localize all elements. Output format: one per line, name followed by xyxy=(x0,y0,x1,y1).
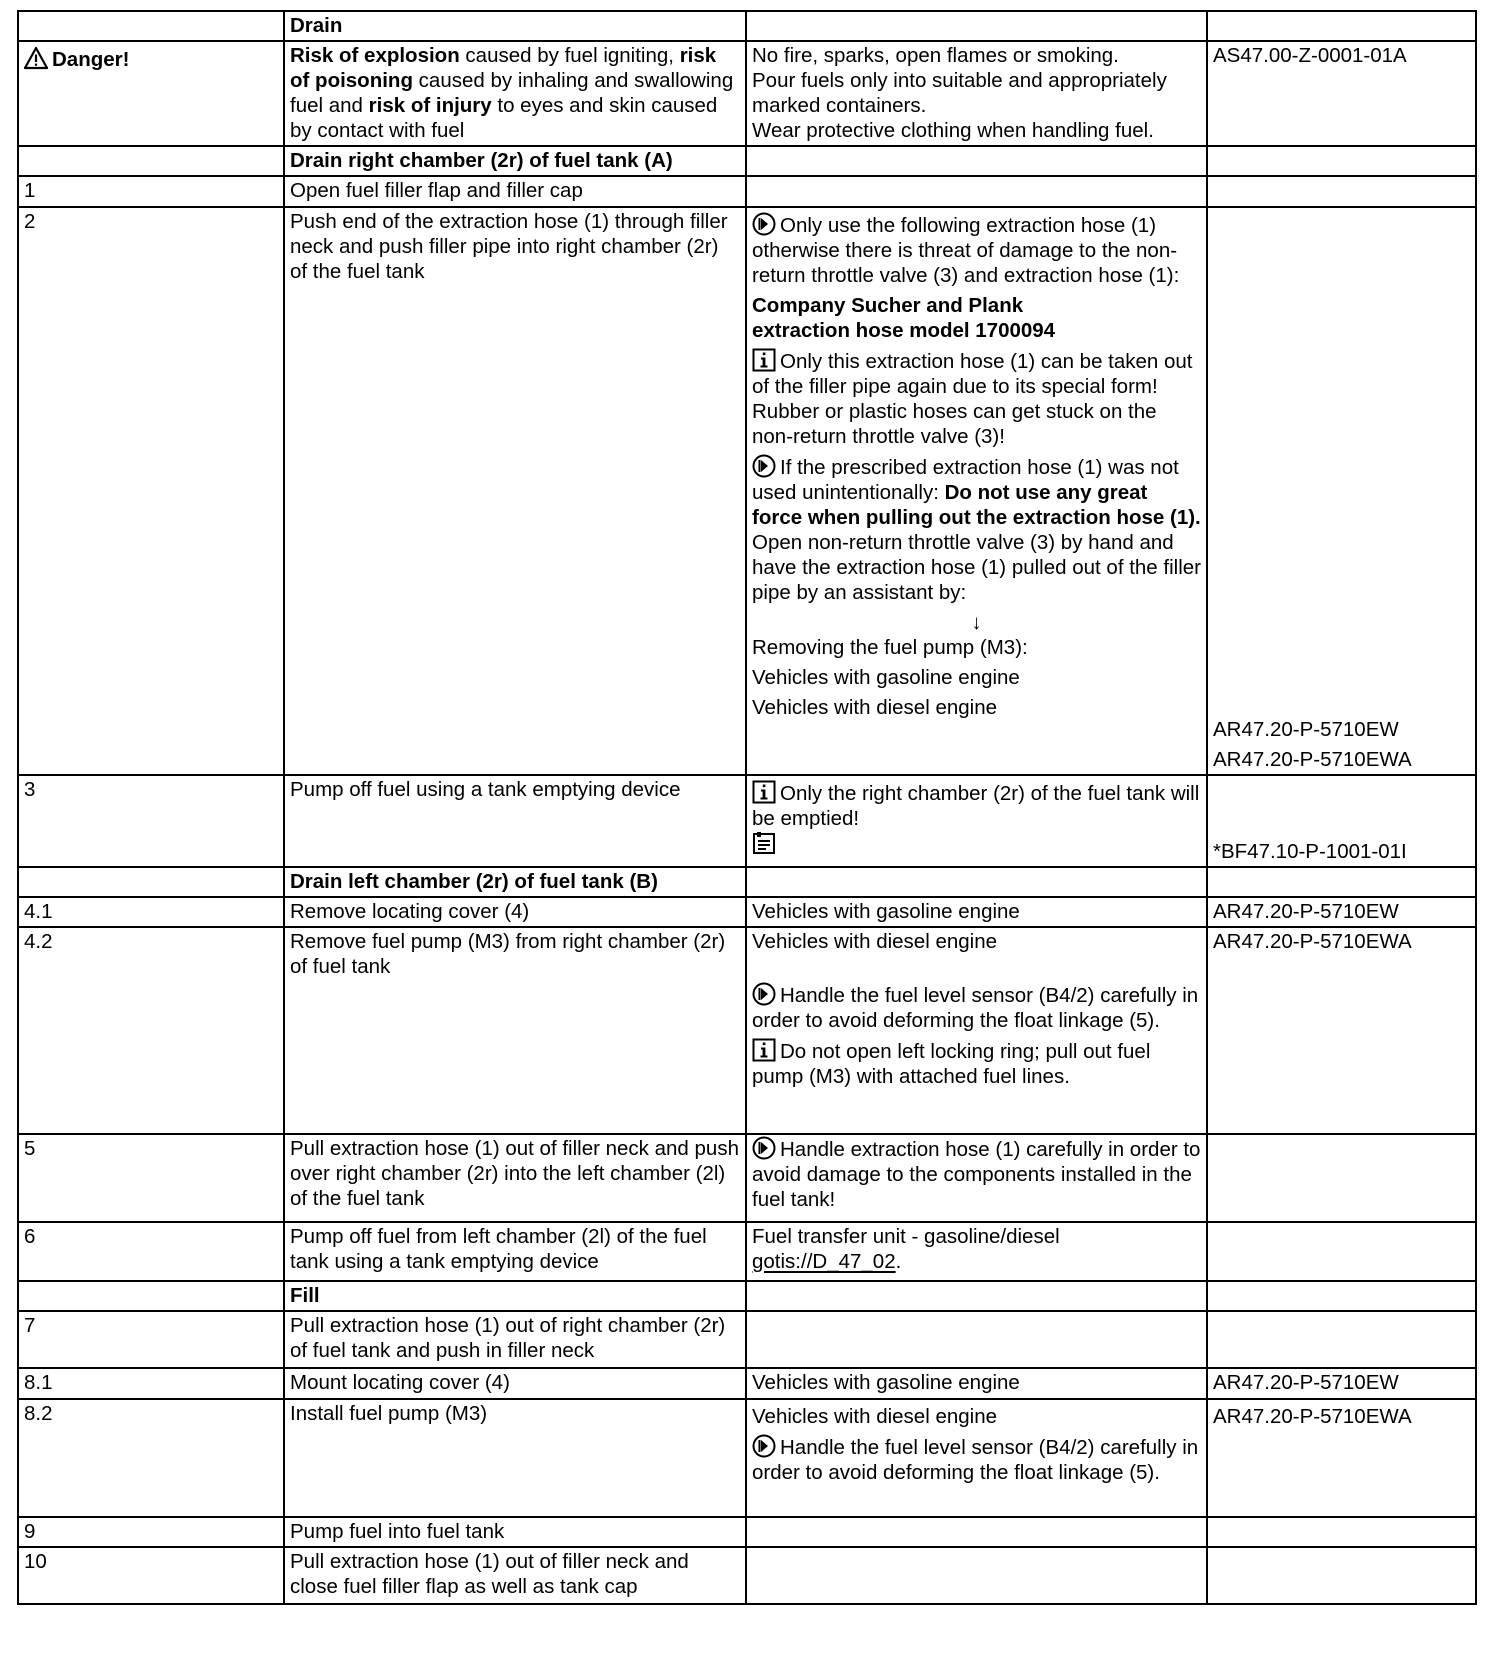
step-notes: Fuel transfer unit - gasoline/diesel gotis://D_47_02. xyxy=(746,1222,1207,1281)
down-arrow: ↓ xyxy=(971,611,982,634)
step-number: 8.1 xyxy=(18,1368,284,1399)
section-title-fill: Fill xyxy=(284,1281,746,1311)
procedure-table xyxy=(17,10,1477,1605)
step-notes: Vehicles with diesel engine Handle the fuel level sensor (B4/2) carefully in order to avoid deforming the float linkage (5). Do not open left locking ring; pull out fuel pump (M3) with attached fuel lines. xyxy=(746,927,1207,1134)
step-number: 9 xyxy=(18,1517,284,1547)
step-row xyxy=(18,1222,1476,1281)
danger-measures: No fire, sparks, open flames or smoking. Pour fuels only into suitable and appropriately marked containers. Wear protective clothing when handling fuel. xyxy=(746,41,1207,146)
step-action: Mount locating cover (4) xyxy=(284,1368,746,1399)
danger-risks: Risk of explosion caused by fuel igniting, risk of poisoning caused by inhaling and swallowing fuel and risk of injury to eyes and skin caused by contact with fuel xyxy=(284,41,746,146)
step-action: Open fuel filler flap and filler cap xyxy=(284,176,746,207)
step-action: Remove fuel pump (M3) from right chamber (2r) of fuel tank xyxy=(284,927,746,1134)
step-row xyxy=(18,176,1476,207)
step-notes: Only the right chamber (2r) of the fuel tank will be emptied! xyxy=(746,775,1207,867)
doc-ref-link[interactable]: AR47.20-P-5710EW xyxy=(1213,718,1399,741)
step-number: 5 xyxy=(18,1134,284,1222)
doc-ref-link[interactable]: *BF47.10-P-1001-01I xyxy=(1213,840,1407,863)
danger-label: Danger! xyxy=(52,48,130,71)
step-row xyxy=(18,927,1476,1134)
section-title-drain: Drain xyxy=(284,11,746,41)
doc-ref-link[interactable]: AR47.20-P-5710EW xyxy=(1207,897,1476,927)
doc-ref-link[interactable]: AR47.20-P-5710EW xyxy=(1207,1368,1476,1399)
section-row-fill xyxy=(18,1281,1476,1311)
step-action: Pump fuel into fuel tank xyxy=(284,1517,746,1547)
step-action: Pull extraction hose (1) out of filler neck and push over right chamber (2r) into the left chamber (2l) of the fuel tank xyxy=(284,1134,746,1222)
danger-ref: AS47.00-Z-0001-01A xyxy=(1207,41,1476,146)
step-number: 1 xyxy=(18,176,284,207)
info-box-icon xyxy=(752,780,776,804)
step-number: 4.2 xyxy=(18,927,284,1134)
section-row-drain-right xyxy=(18,146,1476,176)
step-row xyxy=(18,1368,1476,1399)
caution-circle-icon xyxy=(752,1136,776,1160)
doc-ref-link[interactable]: AR47.20-P-5710EWA xyxy=(1213,748,1412,771)
step-action: Pull extraction hose (1) out of right chamber (2r) of fuel tank and push in filler neck xyxy=(284,1311,746,1368)
section-row-drain xyxy=(18,11,1476,41)
info-box-icon xyxy=(752,1038,776,1062)
step-row xyxy=(18,1547,1476,1604)
step-row xyxy=(18,207,1476,775)
gotis-link[interactable]: gotis://D_47_02 xyxy=(752,1250,896,1273)
step-number: 10 xyxy=(18,1547,284,1604)
section-row-drain-left xyxy=(18,867,1476,897)
caution-circle-icon xyxy=(752,982,776,1006)
step-number: 6 xyxy=(18,1222,284,1281)
step-action: Pump off fuel using a tank emptying device xyxy=(284,775,746,867)
step-notes: Vehicles with gasoline engine xyxy=(746,1368,1207,1399)
info-box-icon xyxy=(752,348,776,372)
step-action: Pull extraction hose (1) out of filler neck and close fuel filler flap as well as tank cap xyxy=(284,1547,746,1604)
step-number: 7 xyxy=(18,1311,284,1368)
step-refs xyxy=(1207,207,1476,775)
warning-triangle-icon xyxy=(24,46,48,70)
step-action: Push end of the extraction hose (1) through filler neck and push filler pipe into right chamber (2r) of the fuel tank xyxy=(284,207,746,775)
step-action: Remove locating cover (4) xyxy=(284,897,746,927)
step-notes: Handle extraction hose (1) carefully in order to avoid damage to the components installed in the fuel tank! xyxy=(746,1134,1207,1222)
section-title-drain-left: Drain left chamber (2r) of fuel tank (B) xyxy=(284,867,746,897)
step-number: 8.2 xyxy=(18,1399,284,1517)
step-row xyxy=(18,1517,1476,1547)
doc-ref-link[interactable]: AR47.20-P-5710EWA xyxy=(1207,927,1476,1134)
caution-circle-icon xyxy=(752,1434,776,1458)
section-title-drain-right: Drain right chamber (2r) of fuel tank (A) xyxy=(284,146,746,176)
step-row xyxy=(18,897,1476,927)
step-notes: Only use the following extraction hose (1) otherwise there is threat of damage to the non-return throttle valve (3) and extraction hose (1): Company Sucher and Plank extraction hose model 1700094 Only this extraction hose (1) can be taken out of the filler pipe again due to its special form! Rubber or plastic hoses can get stuck on the non-return throttle valve (3)! If the prescribed extraction hose (1) was not used unintentionally: Do not use any great force when pulling out the extraction hose (1). Open non-return throttle valve (3) by hand and have the extraction hose (1) pulled out of the filler pipe by an assistant by: ↓ Removing the fuel pump (M3): Vehicles with gasoline engine Vehicles with diesel engine xyxy=(746,207,1207,775)
document-ref-icon[interactable] xyxy=(752,831,776,855)
step-number: 3 xyxy=(18,775,284,867)
step-row xyxy=(18,1399,1476,1517)
step-number: 4.1 xyxy=(18,897,284,927)
step-row xyxy=(18,1311,1476,1368)
danger-row xyxy=(18,41,1476,146)
step-notes: Vehicles with diesel engine Handle the fuel level sensor (B4/2) carefully in order to avoid deforming the float linkage (5). xyxy=(746,1399,1207,1517)
caution-circle-icon xyxy=(752,212,776,236)
step-row xyxy=(18,775,1476,867)
step-number: 2 xyxy=(18,207,284,775)
step-action: Install fuel pump (M3) xyxy=(284,1399,746,1517)
step-row xyxy=(18,1134,1476,1222)
step-notes: Vehicles with gasoline engine xyxy=(746,897,1207,927)
caution-circle-icon xyxy=(752,454,776,478)
doc-ref-link[interactable]: AR47.20-P-5710EWA xyxy=(1207,1399,1476,1517)
step-action: Pump off fuel from left chamber (2l) of the fuel tank using a tank emptying device xyxy=(284,1222,746,1281)
